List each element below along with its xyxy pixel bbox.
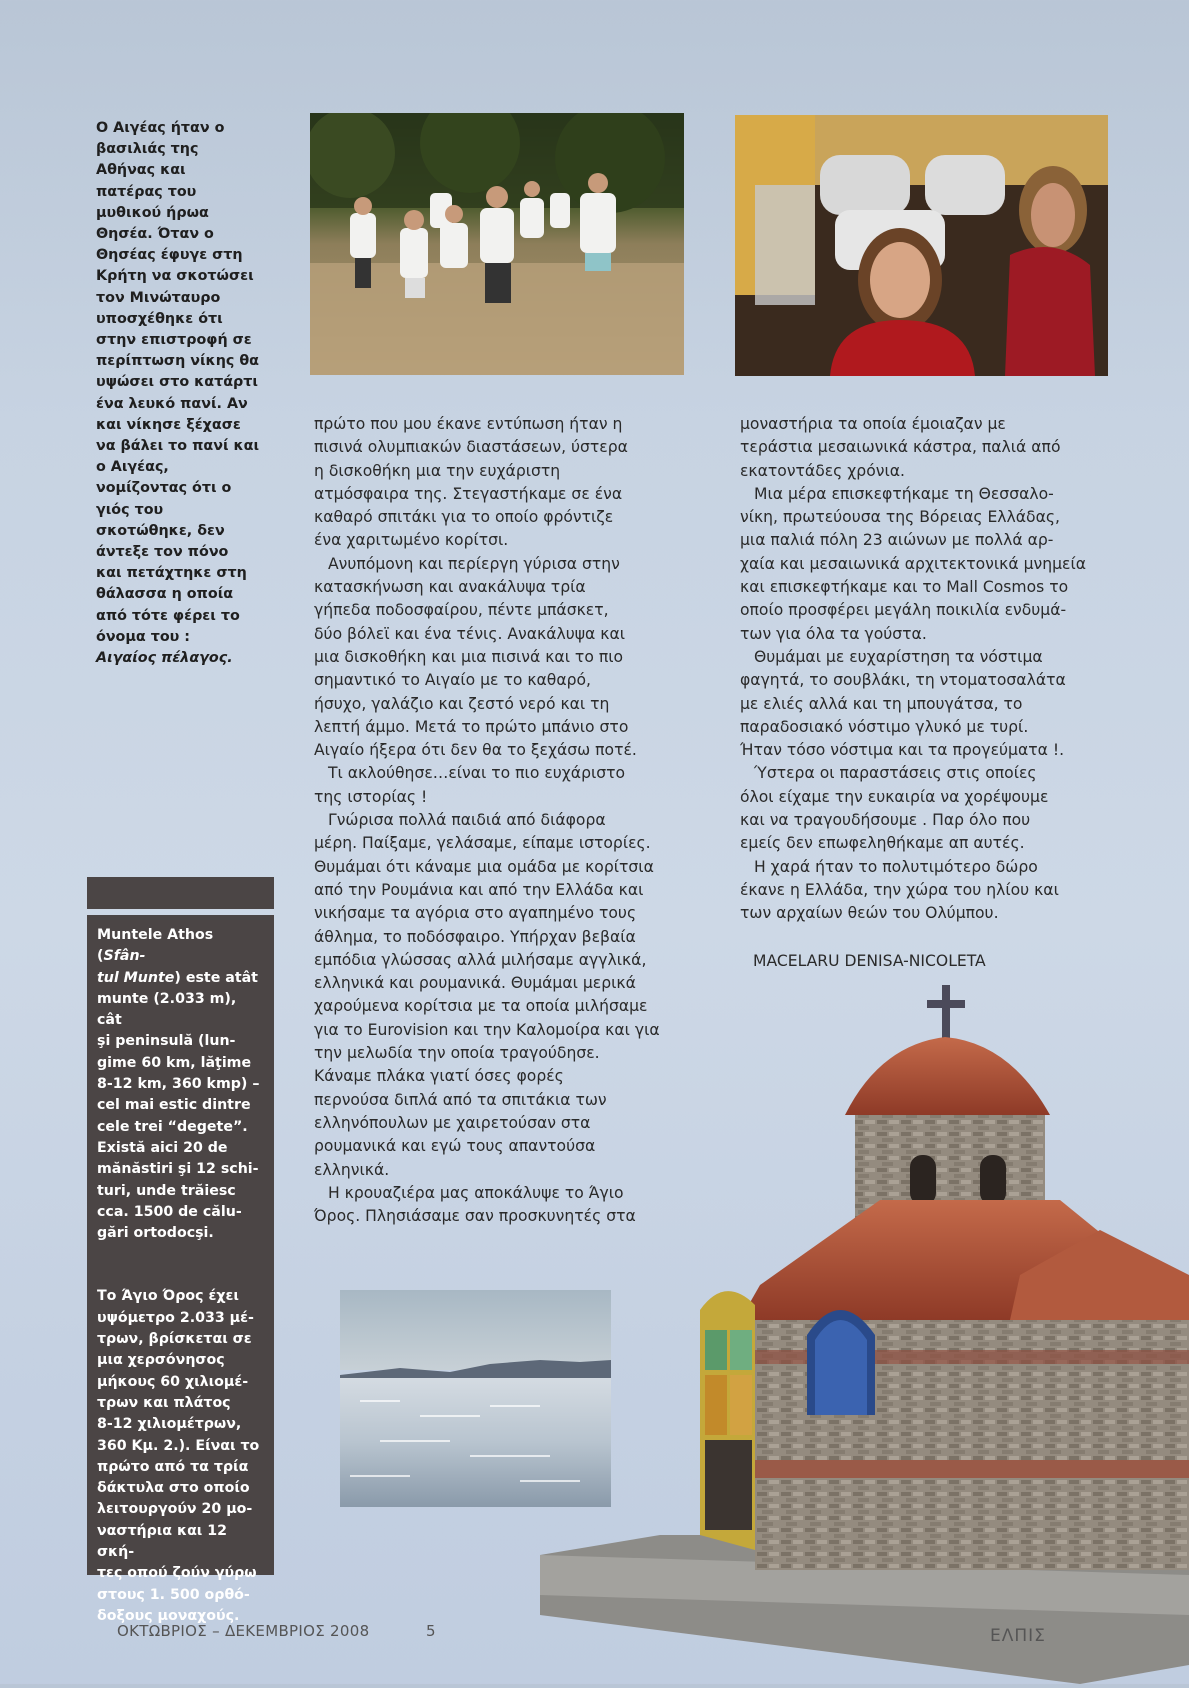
article-line: εκατοντάδες χρόνια. [740, 461, 905, 480]
article-line: γήπεδα ποδοσφαίρου, πέντε μπάσκετ, [314, 601, 609, 620]
sidebar-italic-line: Αιγαίος πέλαγος. [96, 650, 233, 667]
article-line: πρώτο που μου έκανε εντύπωση ήταν η [314, 415, 623, 433]
article-line: Θυμάμαι με ευχαρίστηση τα νόστιμα [754, 647, 1043, 666]
chapel-illustration [540, 975, 1189, 1684]
box-line: μια χερσόνησος [97, 1352, 225, 1369]
sidebar-line: γιός του [96, 501, 164, 518]
article-line: ελληνικά και ρουμανικά. Θυμάμαι μερικά [314, 974, 636, 993]
article-line: η δισκοθήκη μια την ευχάριστη [314, 461, 561, 480]
author-name: MACELARU DENISA-NICOLETA [753, 952, 986, 970]
article-line: μια παλιά πόλη 23 αιώνων με πολλά αρ- [740, 531, 1054, 550]
article-line: Κάναμε πλάκα γιατί όσες φορές [314, 1067, 564, 1086]
sidebar-line: όνομα του : [96, 628, 190, 645]
sidebar-line: και νίκησε ξέχασε [96, 416, 241, 433]
box-line: δοξους μοναχούς. [97, 1607, 240, 1624]
article-line: των για όλα τα γούστα. [740, 624, 927, 643]
article-line: εμπόδια γλώσσας αλλά μιλήσαμε αγγλικά, [314, 950, 647, 969]
magazine-name: ΕΛΠΙΣ [990, 1626, 1046, 1646]
article-line: Ήταν τόσο νόστιμα και τα προγεύματα !. [740, 741, 1065, 760]
article-line: και επισκεφτήκαμε και το Mall Cosmos το [740, 578, 1069, 597]
article-line: έκανε η Ελλάδα, την χώρα του ηλίου και [740, 880, 1059, 899]
box-line: στους 1. 500 ορθό- [97, 1586, 250, 1603]
box-line: τες οπού ζούν γύρω [97, 1565, 257, 1582]
article-line: παραδοσιακό νόστιμο γλυκό με τυρί. [740, 717, 1029, 736]
box-line: şi peninsulă (lun- [97, 1033, 236, 1050]
box-line: λειτουργούν 20 μο- [97, 1501, 253, 1518]
article-line: μέρη. Παίξαμε, γελάσαμε, είπαμε ιστορίες. [314, 834, 651, 853]
sidebar-line: μυθικού ήρωα [96, 204, 209, 221]
article-line: μοναστήρια τα οποία έμοιαζαν με [740, 415, 1006, 433]
article-line: των αρχαίων θεών του Ολύμπου. [740, 904, 999, 923]
box-line: gări ortodocşi. [97, 1225, 214, 1242]
article-line: καθαρό σπιτάκι για το οποίο φρόντιζε [314, 508, 614, 527]
article-line: νικήσαμε τα αγόρια στο αγαπημένο τους [314, 904, 637, 923]
article-line: με ελιές αλλά και τη μπουγάτσα, το [740, 694, 1023, 713]
box-line: mănăstiri şi 12 schi- [97, 1161, 259, 1178]
sidebar-line: στην επιστροφή σε [96, 332, 252, 349]
article-line: φαγητά, το σουβλάκι, τη ντοματοσαλάτα [740, 671, 1066, 690]
article-line: σημαντικό το Αιγαίο με το καθαρό, [314, 671, 592, 690]
sidebar-line: σκοτώθηκε, δεν [96, 522, 225, 539]
article-line: Τι ακλούθησε…είναι το πιο ευχάριστο [328, 764, 626, 783]
box-line: 8-12 km, 360 kmp) – [97, 1076, 260, 1093]
photo-children-dancing [310, 113, 684, 375]
article-line: χαρούμενα κορίτσια με τα οποία μιλήσαμε [314, 997, 648, 1016]
article-line: τεράστια μεσαιωνικά κάστρα, παλιά από [740, 438, 1061, 457]
box-line: δάκτυλα στο οποίο [97, 1480, 250, 1497]
box-line: υψόμετρο 2.033 μέ- [97, 1309, 254, 1326]
article-line: ελληνικά. [314, 1160, 390, 1179]
box-line: 360 Κμ. 2.). Είναι το [97, 1437, 260, 1454]
ro-italic-2: tul Munte [97, 969, 175, 986]
article-line: πισινά ολυμπιακών διαστάσεων, ύστερα [314, 438, 628, 457]
sidebar-line: πατέρας του [96, 183, 197, 200]
box-line: munte (2.033 m), cât [97, 990, 237, 1029]
sidebar-line: υποσχέθηκε ότι [96, 310, 223, 327]
greek-text [97, 1286, 264, 1627]
article-line: Θυμάμαι ότι κάναμε μια ομάδα με κορίτσια [314, 857, 654, 876]
sidebar-line: ένα λευκό πανί. Αν [96, 395, 248, 412]
article-line: Γνώρισα πολλά παιδιά από διάφορα [328, 811, 606, 830]
article-line: Ύστερα οι παραστάσεις στις οποίες [754, 764, 1037, 783]
box-line: Το Άγιο Όρος έχει [97, 1288, 239, 1305]
article-line: εμείς δεν επωφεληθήκαμε απ αυτές. [740, 834, 1025, 853]
sidebar-line: Κρήτη να σκοτώσει [96, 268, 254, 285]
article-line: νίκη, πρωτεύουσα της Βόρειας Ελλάδας, [740, 508, 1060, 527]
article-line: την μελωδία την οποία τραγούδησε. [314, 1044, 600, 1063]
sidebar-line: νομίζοντας ότι ο [96, 480, 232, 497]
sidebar-line: άντεξε τον πόνο [96, 544, 229, 561]
issue-date: ΟΚΤΩΒΡΙΟΣ – ΔΕΚΕΜΒΡΙΟΣ 2008 [117, 1622, 370, 1640]
ro-italic: Sfân- [103, 948, 146, 965]
article-line: λεπτή άμμο. Μετά το πρώτο μπάνιο στο [314, 717, 629, 736]
article-line: Η κρουαζιέρα μας αποκάλυψε το Άγιο [328, 1183, 624, 1202]
sidebar-line: ο Αιγέας, [96, 459, 169, 476]
sidebar-line: Θησέας έφυγε στη [96, 247, 243, 264]
sidebar-line: Ο Αιγέας ήταν ο [96, 120, 225, 136]
box-line: gime 60 km, lăţime [97, 1054, 252, 1071]
sidebar-line: Αθήνας και [96, 162, 186, 179]
sidebar-line: Θησέα. Όταν ο [96, 226, 214, 243]
article-line: για το Eurovision και την Καλομοίρα και για [314, 1020, 660, 1039]
box-line: πρώτο από τα τρία [97, 1458, 249, 1475]
article-line: ένα χαριτωμένο κορίτσι. [314, 531, 509, 550]
article-line: περνούσα διπλά από τα σπιτάκια των [314, 1090, 607, 1109]
photo-girls-on-bus [735, 115, 1108, 376]
sidebar-line: θάλασσα η οποία [96, 586, 234, 603]
sidebar-line: να βάλει το πανί και [96, 438, 260, 455]
box-line: turi, unde trăiesc [97, 1182, 236, 1199]
box-line: Există aici 20 de [97, 1139, 228, 1156]
box-line: 8-12 χιλιομέτρων, [97, 1416, 242, 1433]
sidebar-line: τον Μινώταυρο [96, 289, 221, 306]
ro-text-2: ) este atât [174, 969, 258, 986]
article-line: οποίο προσφέρει μεγάλη ποικιλία ενδυμά- [740, 601, 1067, 620]
romanian-first-line [97, 925, 264, 989]
page-number: 5 [426, 1622, 436, 1640]
article-column-right [740, 413, 1120, 926]
box-line: cele trei “degete”. [97, 1118, 248, 1135]
article-line: δύο βόλεϊ και ένα τένις. Ανακάλυψα και [314, 624, 626, 643]
article-line: Όρος. Πλησιάσαμε σαν προσκυνητές στα [314, 1207, 636, 1226]
article-line: ατμόσφαιρα της. Στεγαστήκαμε σε ένα [314, 484, 623, 503]
mount-athos-info-box [87, 915, 274, 1624]
article-line: όλοι είχαμε την ευκαιρία να χορέψουμε [740, 787, 1049, 806]
aigeas-sidebar [96, 118, 266, 669]
article-line: Ανυπόμονη και περίεργη γύρισα στην [328, 554, 620, 573]
sidebar-line: και πετάχτηκε στη [96, 565, 247, 582]
article-line: Αιγαίο ήξερα ότι δεν θα το ξεχάσω ποτέ. [314, 741, 637, 760]
article-line: Μια μέρα επισκεφτήκαμε τη Θεσσαλο- [754, 484, 1054, 503]
sidebar-line: από τότε φέρει το [96, 607, 240, 624]
box-line: μήκους 60 χιλιομέ- [97, 1373, 249, 1390]
box-line: ναστήρια και 12 σκή- [97, 1522, 228, 1561]
article-line: χαία και μεσαιωνικά αρχιτεκτονικά μνημεία [740, 554, 1086, 573]
article-line: Η χαρά ήταν το πολυτιμότερο δώρο [754, 857, 1038, 876]
article-line: της ιστορίας ! [314, 787, 428, 806]
article-line: άθλημα, το ποδόσφαιρο. Υπήρχαν βεβαία [314, 927, 636, 946]
article-line: και να τραγουδήσουμε . Παρ όλο που [740, 811, 1031, 830]
article-line: ρουμανικά και εγώ τους απαντούσα [314, 1137, 596, 1156]
box-line: τρων και πλάτος [97, 1394, 231, 1411]
sidebar-line: περίπτωση νίκης θα [96, 353, 259, 370]
article-line: κατασκήνωση και ανακάλυψα τρία [314, 578, 586, 597]
sidebar-line: βασιλιάς της [96, 141, 199, 158]
romanian-text [97, 989, 264, 1245]
box-line: cel mai estic dintre [97, 1097, 251, 1114]
box-line: cca. 1500 de călu- [97, 1203, 242, 1220]
ro-text: Muntele Athos ( [97, 927, 214, 965]
article-line: ήσυχο, γαλάζιο και ζεστό νερό και τη [314, 694, 610, 713]
article-line: από την Ρουμάνια και από την Ελλάδα και [314, 880, 644, 899]
info-box-header [87, 877, 274, 909]
article-line: μια δισκοθήκη και μια πισινά και το πιο [314, 647, 624, 666]
article-line: ελληνόπουλων με χαιρετούσαν στα [314, 1113, 591, 1132]
sidebar-line: υψώσει στο κατάρτι [96, 374, 258, 391]
box-line: τρων, βρίσκεται σε [97, 1331, 252, 1348]
